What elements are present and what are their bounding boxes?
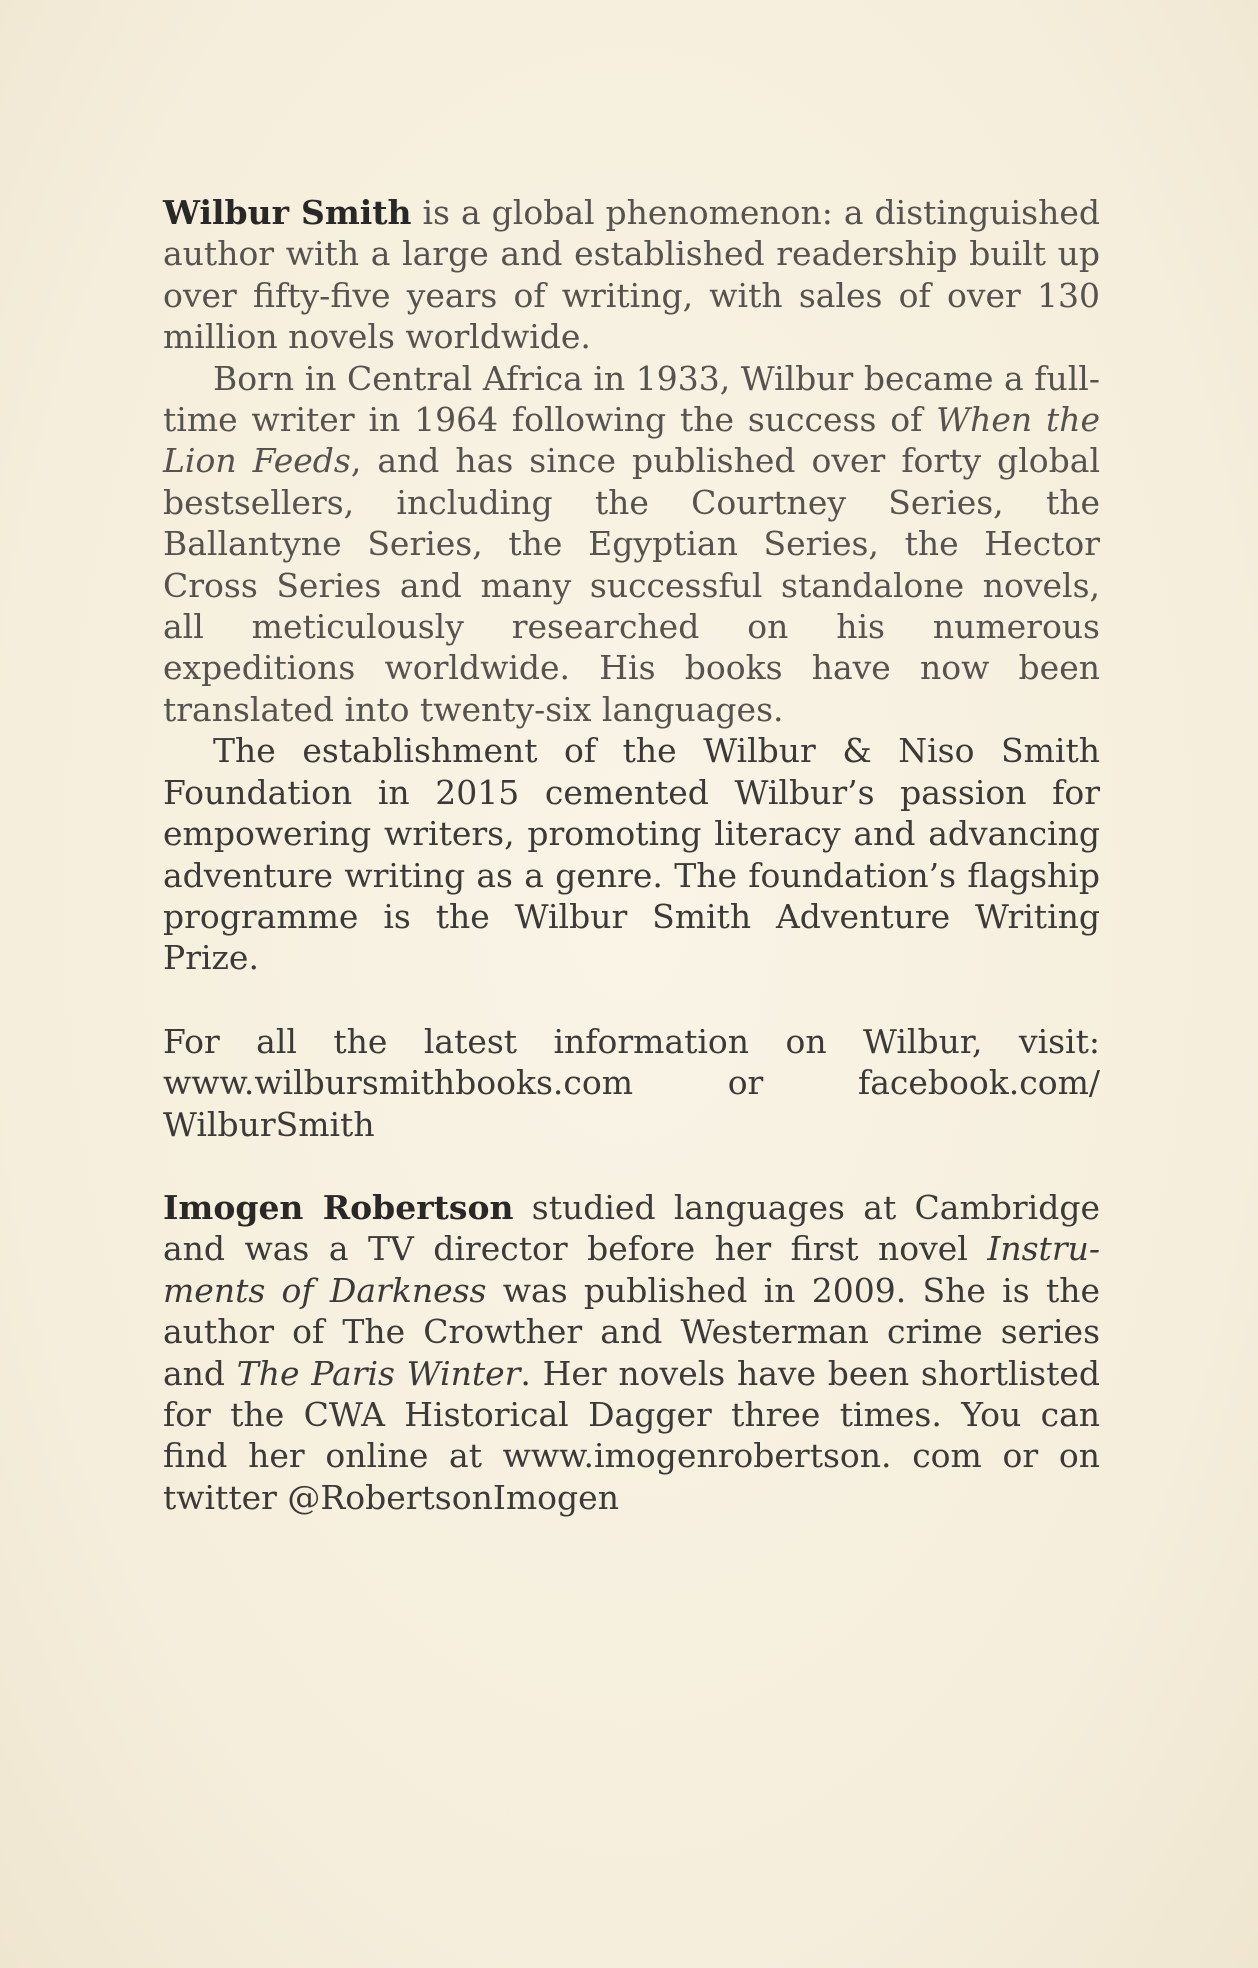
- imogen-bio-paragraph: [163, 1187, 1100, 1518]
- author-bios: [163, 192, 1100, 1518]
- wilbur-bio-paragraph-1: [163, 192, 1100, 358]
- wilbur-smith-name: Wilbur Smith: [163, 193, 412, 232]
- imogen-bio-text-c: . Her novels have been shortlisted for the CWA Historical Dagger three times. You can find her online at www.imogenrobertson. com or on twitter @RobertsonImogen: [163, 1353, 1100, 1517]
- wilbur-info-paragraph: For all the latest information on Wilbur, visit: www.wilbursmithbooks.com or facebook.com/ WilburSmith: [163, 1021, 1100, 1144]
- book-title-the-paris-winter: The Paris Winter: [236, 1353, 521, 1393]
- imogen-robertson-name: Imogen Robertson: [163, 1187, 514, 1227]
- book-title-when-the-lion-feeds: When the Lion Feeds: [163, 400, 1100, 481]
- wilbur-bio-p2-text-a: Born in Central Africa in 1933, Wilbur became a full-time writer in 1964 following the success of: [163, 358, 1100, 440]
- wilbur-bio-paragraph-3: The establishment of the Wilbur & Niso Smith Foundation in 2015 cemented Wilbur’s passion for empowering writers, promoting literacy and advancing adventure writing as a genre. The foundation’s flagship programme is the Wilbur Smith Adventure Writing Prize.: [163, 731, 1100, 978]
- book-title-instruments-of-darkness: Instruments of Darkness: [163, 1229, 1100, 1310]
- wilbur-bio-paragraph-2: [163, 358, 1100, 731]
- imogen-bio-text-b: was published in 2009. She is the author of The Crowther and Westerman crime series and: [163, 1270, 1100, 1393]
- wilbur-bio-intro-text: is a global phenomenon: a distinguished author with a large and established readership built up over fifty-five years of writing, with sales of over 130 million novels worldwide.: [163, 193, 1100, 357]
- wilbur-bio-p2-text-b: , and has since published over forty global bestsellers, including the Courtney Series, the Ballantyne Series, the Egyptian Series, the Hector Cross Series and many successful standalone novels, all meticulously researched on his numerous expeditions worldwide. His books have now been translated into twenty-six languages.: [163, 441, 1101, 729]
- imogen-bio-text-a: studied languages at Cambridge and was a TV director before her first novel: [163, 1187, 1101, 1269]
